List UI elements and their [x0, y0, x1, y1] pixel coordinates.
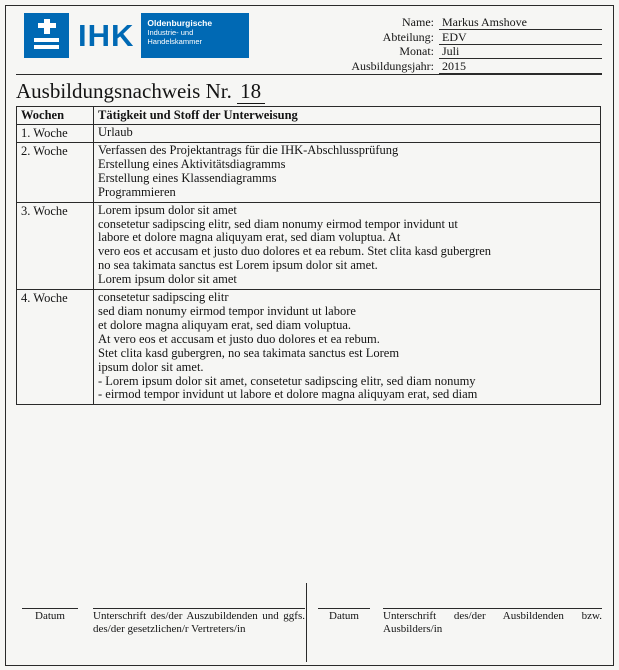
- activity-cell: [94, 290, 601, 405]
- field-ausbildungsjahr-label: Ausbildungsjahr:: [351, 58, 434, 73]
- activity-line: Erstellung eines Klassendiagramms: [98, 170, 277, 185]
- activity-line: Programmieren: [98, 184, 176, 199]
- activity-line: At vero eos et accusam et justo duo dolores et ea rebum.: [98, 331, 380, 346]
- activity-line: - eirmod tempor invidunt ut labore et dolore magna aliquyam erat, sed diam: [98, 387, 478, 402]
- page-title-text: Ausbildungsnachweis Nr.: [16, 79, 232, 103]
- activity-line: - Lorem ipsum dolor sit amet, consetetur sadipscing elitr, sed diam nonumy: [98, 373, 476, 388]
- header-fields: [182, 16, 602, 74]
- signature-trainer: [306, 583, 602, 662]
- header-divider: [16, 74, 602, 75]
- ihk-wordmark: IHK: [78, 18, 135, 53]
- activity-line: Verfassen des Projektantrags für die IHK-Abschlussprüfung: [98, 143, 399, 157]
- training-table: [16, 106, 601, 405]
- activity-line: consetetur sadipscing elitr: [98, 290, 229, 305]
- table-row: [17, 143, 601, 203]
- activity-line: no sea takimata sanctus est Lorem ipsum dolor sit amet.: [98, 258, 378, 273]
- activity-line: consetetur sadipscing elitr, sed diam nonumy eirmod tempor invidunt ut: [98, 216, 458, 231]
- activity-line: vero eos et accusam et justo duo dolores et ea rebum. Stet clita kasd gubergren: [98, 244, 492, 259]
- ihk-emblem-icon: [24, 13, 69, 58]
- table-row: [17, 290, 601, 405]
- activity-line: Stet clita kasd gubergren, no sea takimata sanctus est Lorem: [98, 345, 400, 360]
- activity-cell: [94, 202, 601, 289]
- table-header-wochen: Wochen: [17, 107, 94, 125]
- field-ausbildungsjahr: [182, 60, 602, 74]
- ihk-banner-line1: Oldenburgische: [147, 18, 213, 28]
- field-ausbildungsjahr-value: 2015: [439, 60, 602, 74]
- ihk-banner-line2: Industrie- und Handelskammer: [147, 28, 202, 46]
- field-name-value: Markus Amshove: [439, 16, 602, 30]
- activity-line: et dolore magna aliquyam erat, sed diam voluptua.: [98, 317, 352, 332]
- activity-line: labore et dolore magna aliquyam erat, sed diam voluptua. At: [98, 230, 401, 245]
- activity-cell: [94, 125, 601, 143]
- table-header-row: [17, 107, 601, 125]
- field-abteilung-label: Abteilung:: [382, 29, 434, 44]
- trainer-signature-caption: Unterschrift des/der Ausbildenden bzw. Ausbilders/in: [383, 610, 602, 635]
- activity-cell: [94, 143, 601, 203]
- activity-line: Urlaub: [98, 125, 133, 139]
- week-cell: 3. Woche: [17, 202, 94, 289]
- table-row: [17, 202, 601, 289]
- field-name: [182, 16, 602, 30]
- signature-trainee: [16, 583, 306, 662]
- table-row: [17, 125, 601, 143]
- activity-line: sed diam nonumy eirmod tempor invidunt ut labore: [98, 303, 356, 318]
- page-title-number: 18: [237, 79, 265, 104]
- activity-line: Lorem ipsum dolor sit amet: [98, 202, 237, 217]
- trainee-date-line: Datum: [22, 608, 78, 623]
- week-cell: 2. Woche: [17, 143, 94, 203]
- field-abteilung: [182, 31, 602, 45]
- field-monat-value: Juli: [439, 45, 602, 59]
- activity-line: Lorem ipsum dolor sit amet: [98, 272, 237, 287]
- field-abteilung-value: EDV: [439, 31, 602, 45]
- activity-line: Erstellung eines Aktivitätsdiagramms: [98, 156, 286, 171]
- field-monat-label: Monat:: [399, 44, 434, 58]
- activity-line: ipsum dolor sit amet.: [98, 359, 204, 374]
- table-header-taetigkeit: Tätigkeit und Stoff der Unterweisung: [94, 107, 601, 125]
- field-monat: [182, 45, 602, 59]
- page-title: [16, 79, 265, 104]
- document-header: [16, 12, 603, 73]
- trainer-date-line: Datum: [318, 608, 370, 623]
- trainee-signature-caption: Unterschrift des/der Auszubildenden und ggfs. des/der gesetzlichen/r Vertreters/in: [93, 610, 305, 635]
- signature-area: [16, 583, 602, 662]
- field-name-label: Name:: [402, 15, 434, 29]
- week-cell: 1. Woche: [17, 125, 94, 143]
- week-cell: 4. Woche: [17, 290, 94, 405]
